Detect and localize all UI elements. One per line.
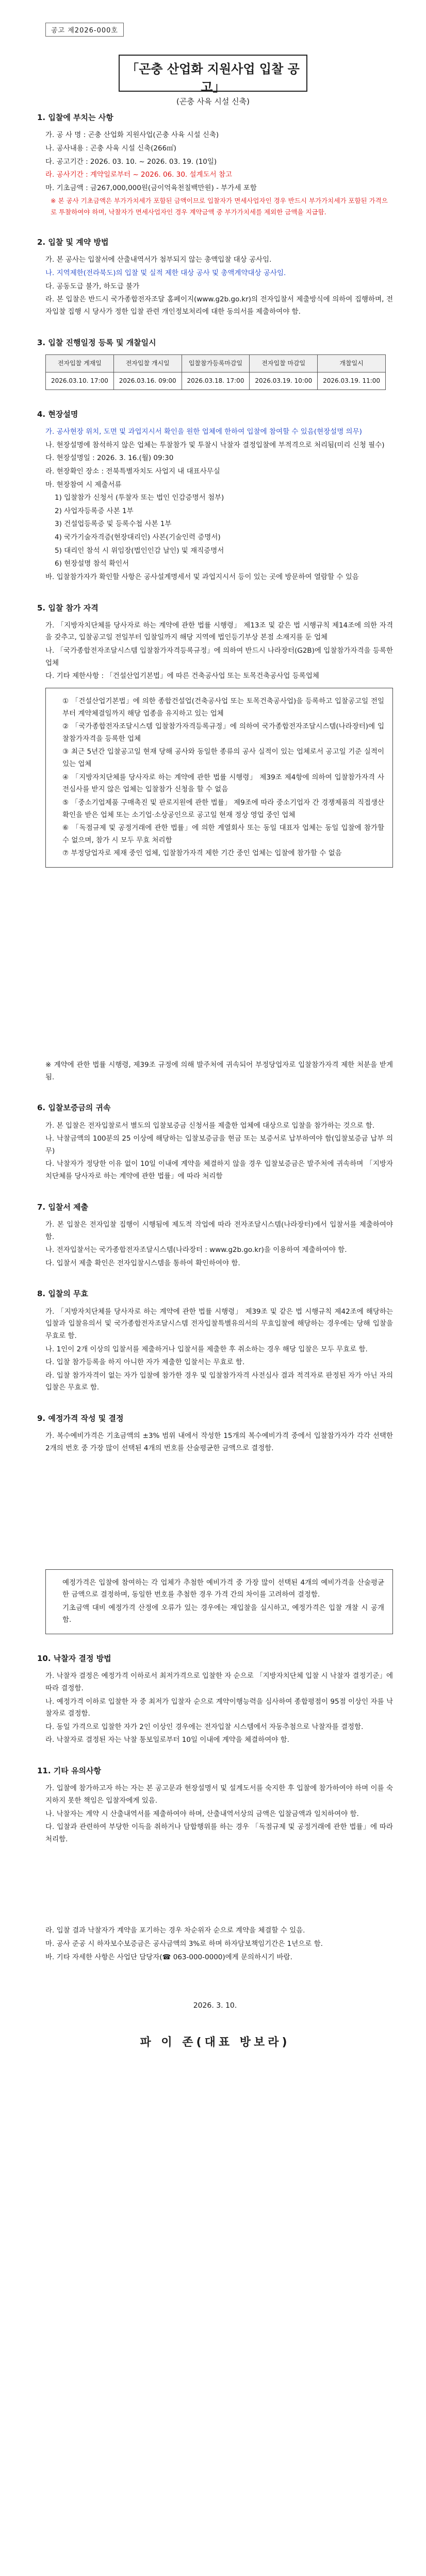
list-item: 다. 입찰 참가등록을 하지 아니한 자가 제출한 입찰서는 무효로 함. (45, 1358, 245, 1367)
list-item: 나. 지역제한(전라북도)의 입찰 및 실적 제한 대상 공사 및 총액계약대상 공사임. (45, 269, 286, 277)
list-item: 다. 공동도급 불가, 하도급 불가 (45, 282, 140, 291)
list-item: 다. 낙찰자가 정당한 이유 없이 10일 이내에 계약을 체결하지 않을 경우 입찰보증금은 발주처에 귀속하며 「지방자치단체를 당사자로 하는 계약에 관한 법률」에 따라 처리함 (45, 1160, 393, 1180)
table-header: 전자입찰 개시일 (113, 354, 182, 372)
list-item: 라. 현장확인 장소 : 전북특별자치도 사업지 내 대표사무실 (45, 467, 220, 476)
title-box (119, 55, 307, 106)
spacer (37, 873, 393, 1058)
list-item: 나. 「국가종합전자조달시스템 입찰참가자격등록규정」에 의하여 반드시 나라장터(G2B)에 입찰참가자격을 등록한 업체 (45, 647, 393, 667)
note-text: ※ 본 공사 기초금액은 부가가치세가 포함된 금액이므로 입찰자가 면세사업자인 경우 반드시 부가가치세가 포함된 가격으로 투찰하여야 하며, 낙찰자가 면세사업자인 경우 계약금액 중 부가가치세를 제외한 금액을 지급함. (51, 197, 388, 216)
eligibility-box (45, 688, 393, 868)
list-item: 나. 1인이 2개 이상의 입찰서를 제출하거나 입찰서를 제출한 후 취소하는 경우 해당 입찰은 모두 무효로 함. (45, 1345, 368, 1353)
section-heading: 5. 입찰 참가 자격 (37, 603, 99, 613)
list-item: 가. 낙찰자 결정은 예정가격 이하로서 최저가격으로 입찰한 자 순으로 「지방자치단체 입찰 시 낙찰자 결정기준」에 따라 결정함. (45, 1672, 393, 1692)
list-item: 나. 낙찰금액의 100분의 25 이상에 해당하는 입찰보증금을 현금 또는 보증서로 납부하여야 함(입찰보증금 납부 의무) (45, 1134, 393, 1155)
section-heading: 6. 입찰보증금의 귀속 (37, 1103, 111, 1113)
list-item: 라. 입찰 참가자격이 없는 자가 입찰에 참가한 경우 및 입찰참가자격 사전심사 결과 적격자로 판정된 자가 아닌 자의 입찰은 무효로 함. (45, 1371, 393, 1392)
list-item: 다. 공고기간 : 2026. 03. 10. ~ 2026. 03. 19. (10일) (45, 157, 217, 166)
list-item: 가. 입찰에 참가하고자 하는 자는 본 공고문과 현장설명서 및 설계도서를 숙지한 후 입찰에 참가하여야 하며 이를 숙지하지 못한 책임은 입찰자에게 있음. (45, 1784, 393, 1805)
section-heading: 7. 입찰서 제출 (37, 1202, 89, 1212)
list-item: 나. 공사내용 : 곤충 사육 시설 신축(266㎡) (45, 144, 176, 152)
list-item: 바. 입찰참가자가 확인할 사항은 공사설계명세서 및 과업지시서 등이 있는 곳에 방문하여 열람할 수 있음 (45, 572, 359, 581)
list-item: 기초금액 대비 예정가격 산정에 오류가 있는 경우에는 재입찰을 실시하고, 예정가격은 입찰 개찰 시 공개함. (62, 1603, 384, 1624)
notice-date: 2026. 3. 10. (193, 2002, 237, 2010)
table-header-row (46, 354, 386, 372)
spacer (37, 1846, 393, 1924)
section-heading: 10. 낙찰자 결정 방법 (37, 1654, 111, 1663)
table-header: 전자입찰 마감일 (250, 354, 318, 372)
list-item: 다. 입찰과 관련하여 부당한 이득을 취하거나 담합행위를 하는 경우 「독점규제 및 공정거래에 관한 법률」에 따라 처리함. (45, 1823, 393, 1843)
page-subtitle: (곤충 사육 시설 신축) (176, 97, 250, 106)
list-item: 가. 복수예비가격은 기초금액의 ±3% 범위 내에서 작성한 15개의 복수예비가격 중에서 입찰참가자가 각각 선택한 2개의 번호 중 가장 많이 선택된 4개의 번호를 산술평균한 금액으로 결정함. (45, 1432, 393, 1452)
list-item: 마. 공사 준공 시 하자보수보증금은 공사금액의 3%로 하며 하자담보책임기간은 1년으로 함. (45, 1940, 323, 1948)
table-cell: 2026.03.19. 11:00 (318, 372, 386, 389)
list-item: 다. 기타 제한사항 : 「건설산업기본법」에 따른 건축공사업 또는 토목건축공사업 등록업체 (45, 672, 319, 681)
list-item: 마. 현장참여 시 제출서류 (45, 480, 122, 489)
list-item: ① 「건설산업기본법」에 의한 종합건설업(건축공사업 또는 토목건축공사업)을 등록하고 입찰공고일 전일부터 계약체결일까지 해당 업종을 유지하고 있는 업체 (62, 697, 384, 718)
list-item: 라. 입찰 결과 낙찰자가 계약을 포기하는 경우 차순위자 순으로 계약을 체결할 수 있음. (45, 1926, 305, 1935)
list-item: 가. 본 입찰은 전자입찰로서 별도의 입찰보증금 신청서를 제출한 업체에 대상으로 입찰을 참가하는 것으로 함. (45, 1121, 375, 1130)
list-item: 가. 공사현장 위치, 도면 및 과업지시서 확인을 원한 업체에 한하여 입찰에 참여할 수 있음(현장설명 의무) (45, 428, 362, 436)
table-cell: 2026.03.19. 10:00 (250, 372, 318, 389)
list-item: ⑤ 「중소기업제품 구매촉진 및 판로지원에 관한 법률」 제9조에 따라 중소기업자 간 경쟁제품의 직접생산 확인을 받은 업체 또는 소기업·소상공인으로 공고일 현재 정상 영업 중인 업체 (62, 798, 384, 819)
list-item: 라. 본 입찰은 반드시 국가종합전자조달 홈페이지(www.g2b.go.kr)의 전자입찰서 제출방식에 의하여 집행하며, 전자입찰 집행 시 당사가 정한 입찰 관련 개인정보처리에 대한 동의서를 제출하여야 함. (45, 295, 393, 316)
list-item: 가. 「지방자치단체를 당사자로 하는 계약에 관한 법률 시행령」 제39조 및 같은 법 시행규칙 제42조에 해당하는 입찰과 입찰유의서 및 국가종합전자조달시스템 전자입찰특별유의서의 무효입찰에 해당하는 경우에는 당해 입찰을 무효로 함. (45, 1307, 393, 1340)
list-item: 라. 낙찰자로 결정된 자는 낙찰 통보일로부터 10일 이내에 계약을 체결하여야 함. (45, 1736, 289, 1744)
table-cell: 2026.03.18. 17:00 (182, 372, 250, 389)
list-item: 나. 현장설명에 참석하지 않은 업체는 투찰참가 및 투찰시 낙찰자 결정입찰에 부적격으로 처리됨(미리 신청 필수) (45, 440, 385, 449)
list-item: ② 「국가종합전자조달시스템 입찰참가자격등록규정」에 의하여 국가종합전자조달시스템(나라장터)에 입찰참가자격을 등록한 업체 (62, 722, 384, 743)
list-item: 바. 기타 자세한 사항은 사업단 담당자(☎ 063-000-0000)에게 문의하시기 바람. (45, 1953, 292, 1961)
section-heading: 2. 입찰 및 계약 방법 (37, 238, 109, 247)
continuation-text: ※ 계약에 관한 법률 시행령, 제39조 규정에 의해 발주처에 귀속되어 부정당업자로 입찰참가자격 제한 처분을 받게 됨. (45, 1061, 393, 1081)
price-box (45, 1569, 393, 1635)
section-heading: 8. 입찰의 무효 (37, 1289, 89, 1299)
list-item: 마. 기초금액 : 금267,000,000원(금이억육천칠백만원) - 부가세 포함 (45, 183, 257, 192)
table-header: 개찰일시 (318, 354, 386, 372)
list-item: 가. 본 입찰은 전자입찰 집행이 시행됨에 제도적 작업에 따라 전자조달시스템(나라장터)에서 입찰서를 제출하여야 함. (45, 1220, 393, 1241)
schedule-table (45, 354, 386, 390)
list-item: ④ 「지방자치단체를 당사자로 하는 계약에 관한 법률 시행령」 제39조 제4항에 의하여 입찰참가자격 사전심사를 받지 않은 업체는 입찰참가 신청을 할 수 없음 (62, 773, 384, 794)
section-heading: 11. 기타 유의사항 (37, 1766, 101, 1775)
signer-name: 파 이 존(대표 방보라) (140, 2036, 290, 2049)
list-item: 1) 입찰참가 신청서 (투찰자 또는 법인 인감증명서 첨부) (55, 494, 224, 502)
table-cell: 2026.03.10. 17:00 (46, 372, 114, 389)
table-header: 입찰참가등록마감일 (182, 354, 250, 372)
section-heading: 4. 현장설명 (37, 409, 78, 419)
list-item: 나. 낙찰자는 계약 시 산출내역서를 제출하여야 하며, 산출내역서상의 금액은 입찰금액과 일치하여야 함. (45, 1809, 359, 1818)
list-item: 가. 「지방자치단체를 당사자로 하는 계약에 관한 법률 시행령」 제13조 및 같은 법 시행규칙 제14조에 의한 자격을 갖추고, 입찰공고일 전일부터 입찰일까지 해당 지역에 법인등기부상 본점 소재지를 둔 업체 (45, 621, 393, 642)
spacer (37, 1456, 393, 1564)
table-row (46, 372, 386, 389)
list-item: 6) 현장설명 참석 확인서 (55, 560, 129, 568)
list-item: 나. 전자입찰서는 국가종합전자조달시스템(나라장터 : www.g2b.go.kr)을 이용하여 제출하여야 함. (45, 1246, 347, 1255)
section-heading: 3. 입찰 진행일정 등록 및 개찰일시 (37, 337, 156, 347)
list-item: 4) 국가기술자격증(현장대리인) 사본(기술인력 증명서) (55, 533, 221, 541)
list-item: ⑦ 부정당업자로 제재 중인 업체, 입찰참가자격 제한 기간 중인 업체는 입찰에 참가할 수 없음 (62, 849, 342, 858)
list-item: ③ 최근 5년간 입찰공고일 현재 당해 공사와 동일한 종류의 공사 실적이 있는 업체로서 공고일 기준 실적이 있는 업체 (62, 748, 384, 768)
list-item: 가. 공 사 명 : 곤충 산업화 지원사업(곤충 사육 시설 신축) (45, 131, 219, 140)
notice-number: 공고 제2026-000호 (45, 23, 124, 37)
table-header: 전자입찰 게재일 (46, 354, 114, 372)
notice-body (37, 111, 393, 2053)
list-item: 다. 동일 가격으로 입찰한 자가 2인 이상인 경우에는 전자입찰 시스템에서 자동추첨으로 낙찰자를 결정함. (45, 1722, 364, 1731)
list-item: 다. 현장설명일 : 2026. 3. 16.(월) 09:30 (45, 454, 174, 463)
list-item: 2) 사업자등록증 사본 1부 (55, 506, 134, 515)
list-item: 나. 예정가격 이하로 입찰한 자 중 최저가 입찰자 순으로 계약이행능력을 심사하여 종합평점이 95점 이상인 자를 낙찰자로 결정함. (45, 1697, 393, 1718)
list-item: 3) 건설업등록증 및 등록수첩 사본 1부 (55, 520, 172, 529)
list-item: 예정가격은 입찰에 참여하는 각 업체가 추첨한 예비가격 중 가장 많이 선택된 4개의 예비가격을 산술평균한 금액으로 결정하며, 동일한 번호를 추첨한 경우 가격 간의 차이를 고려하여 결정함. (62, 1578, 384, 1599)
section-heading: 9. 예정가격 작성 및 결정 (37, 1414, 124, 1423)
list-item: 다. 입찰서 제출 확인은 전자입찰시스템을 통하여 확인하여야 함. (45, 1259, 240, 1267)
section-heading: 1. 입찰에 부치는 사항 (37, 113, 113, 122)
list-item: 라. 공사기간 : 계약일로부터 ~ 2026. 06. 30. 설계도서 참고 (45, 171, 233, 179)
table-cell: 2026.03.16. 09:00 (113, 372, 182, 389)
list-item: 5) 대리인 참석 시 위임장(법인인감 날인) 및 재직증명서 (55, 546, 224, 555)
page-title: 「곤충 산업화 지원사업 입찰 공고」 (126, 62, 300, 94)
list-item: ⑥ 「독점규제 및 공정거래에 관한 법률」에 의한 계열회사 또는 동일 대표자 업체는 동일 입찰에 참가할 수 없으며, 참가 시 모두 무효 처리함 (62, 824, 384, 844)
list-item: 가. 본 공사는 입찰서에 산출내역서가 첨부되지 않는 총액입찰 대상 공사임. (45, 256, 272, 264)
